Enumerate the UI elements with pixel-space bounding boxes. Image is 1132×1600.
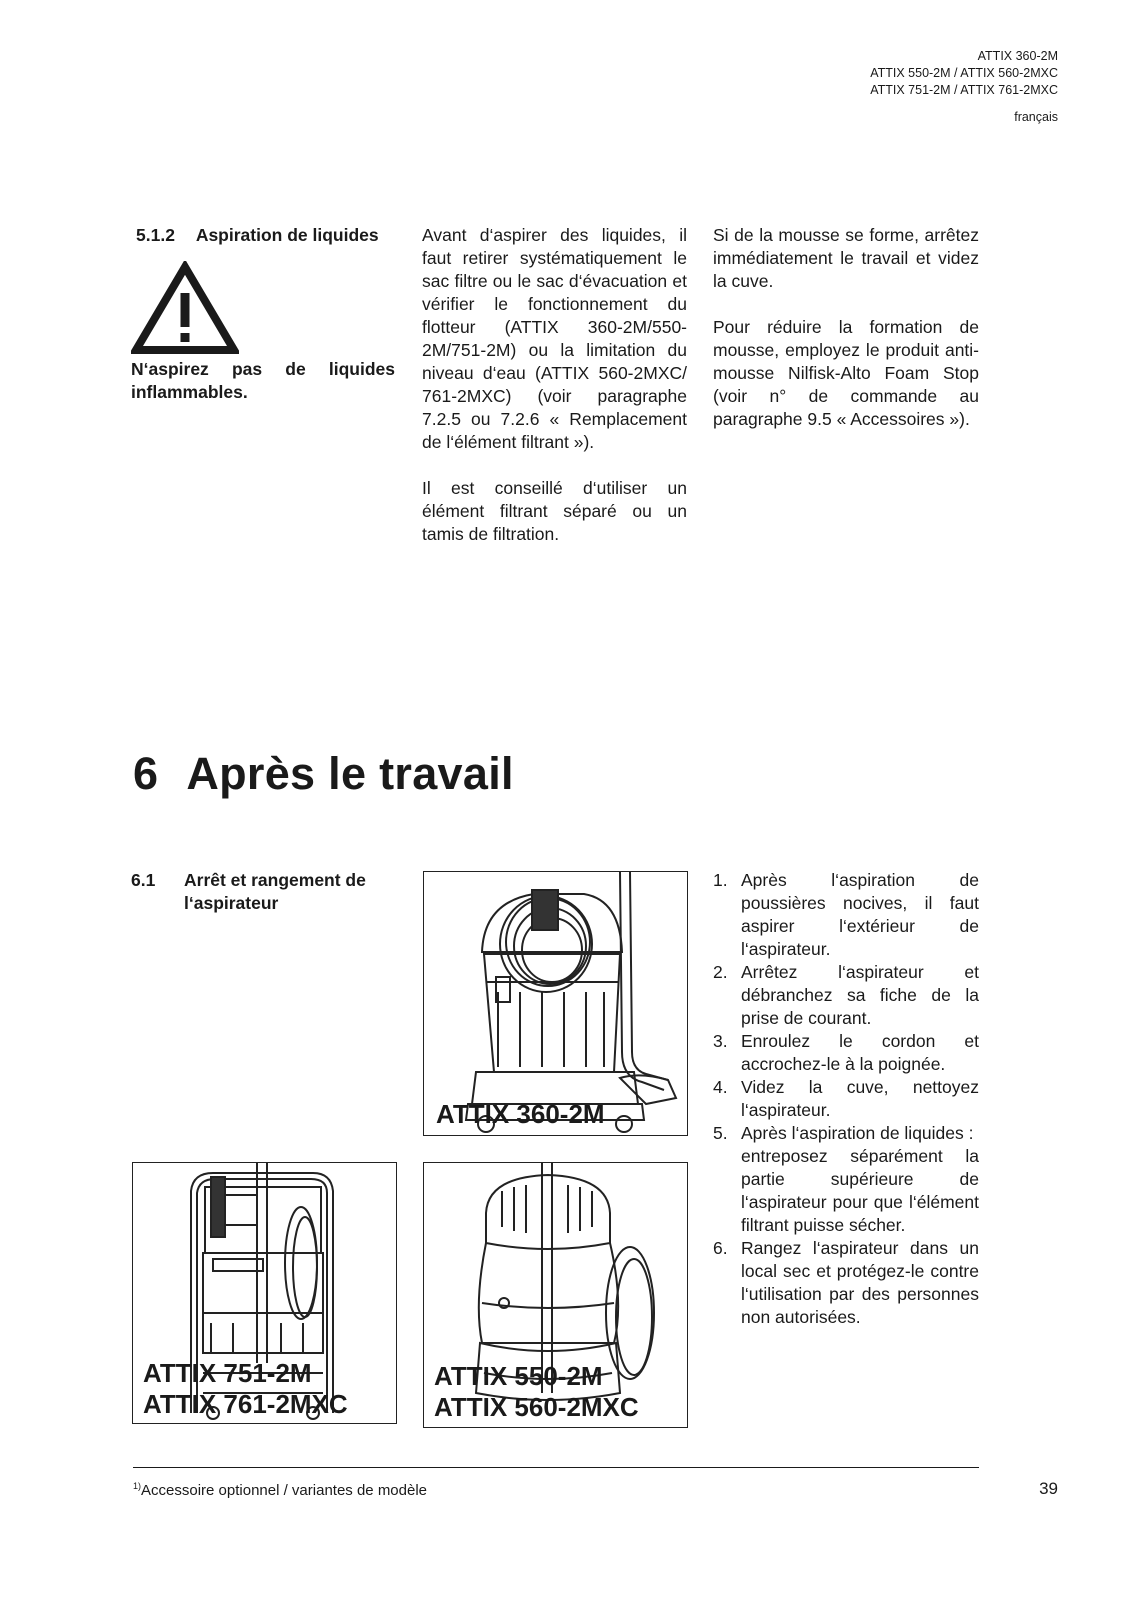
list-item: 1. Après l‘aspiration de poussières nocives, il faut aspirer l‘extérieur de l‘aspirateur. (713, 870, 979, 959)
section-512-column-2 (713, 224, 979, 454)
paragraph: Il est conseillé d‘utiliser un élément filtrant séparé ou un tamis de filtration. (422, 478, 687, 544)
steps-list (713, 869, 979, 1329)
section-512-column-1 (422, 224, 687, 569)
paragraph: Pour réduire la formation de mousse, employez le produit anti-mousse Nilfisk-Alto Foam Stop (voir n° de commande au paragraphe 9.5 « Accessoires »). (713, 317, 979, 429)
section-61-title: Arrêt et rangement de l‘aspirateur (184, 870, 366, 913)
list-item: 3. Enroulez le cordon et accrochez-le à la poignée. (713, 1031, 979, 1074)
section-512-number: 5.1.2 (136, 225, 175, 245)
paragraph: Avant d‘aspirer des liquides, il faut retirer systématiquement le sac filtre ou le sac d‘évacuation et vérifier le fonctionnement du flotteur (ATTIX 360-2M/550-2M/751-2M) ou la limitation du niveau d‘eau (ATTIX 560-2MXC/ 761-2MXC) (voir paragraphe 7.2.5 ou 7.2.6 « Remplacement de l‘élément filtrant »). (422, 225, 687, 452)
paragraph: Si de la mousse se forme, arrêtez immédiatement le travail et videz la cuve. (713, 225, 979, 291)
figure-label-550: ATTIX 550-2M (434, 1361, 603, 1391)
section-61-number: 6.1 (131, 870, 156, 890)
list-item: 4. Videz la cuve, nettoyez l‘aspirateur. (713, 1077, 979, 1120)
header-model-line-1: ATTIX 360-2M (977, 49, 1058, 63)
footnote (133, 1481, 427, 1499)
section-512-title: Aspiration de liquides (195, 225, 379, 245)
header-model-line-2: ATTIX 550-2M / ATTIX 560-2MXC (870, 66, 1058, 80)
vacuum-360-illustration (424, 872, 687, 1135)
figure-label-751: ATTIX 751-2M (143, 1358, 312, 1388)
figure-label-560: ATTIX 560-2MXC (434, 1392, 639, 1422)
section-61-heading (131, 869, 393, 915)
warning-text: N‘aspirez pas de liquides inflammables. (131, 359, 395, 402)
figure-attix-751 (132, 1162, 397, 1424)
figure-label-761: ATTIX 761-2MXC (143, 1389, 348, 1419)
warning-triangle-icon (131, 261, 239, 356)
footer-rule (133, 1467, 979, 1468)
chapter-title: Après le travail (186, 748, 514, 799)
footnote-mark: 1) (133, 1481, 142, 1491)
header-language: français (1014, 110, 1058, 124)
list-item: 5. Après l‘aspiration de liquides : entreposez séparément la partie supérieure de l‘aspirateur pour que l‘élément filtrant puisse sécher. (713, 1123, 979, 1235)
chapter-number: 6 (133, 748, 159, 799)
page-number: 39 (1039, 1479, 1058, 1498)
footnote-text: Accessoire optionnel / variantes de modèle (141, 1482, 428, 1499)
header-model-line-3: ATTIX 751-2M / ATTIX 761-2MXC (870, 83, 1058, 97)
figure-label-360: ATTIX 360-2M (436, 1099, 605, 1129)
chapter-heading (133, 748, 514, 800)
list-item: 2. Arrêtez l‘aspirateur et débranchez sa fiche de la prise de courant. (713, 962, 979, 1028)
section-512-heading (136, 224, 379, 247)
list-item: 6. Rangez l‘aspirateur dans un local sec et protégez-le contre l‘utilisation par des personnes non autorisées. (713, 1238, 979, 1327)
page-header (870, 48, 1058, 126)
figure-attix-550 (423, 1162, 688, 1428)
figure-attix-360 (423, 871, 688, 1136)
